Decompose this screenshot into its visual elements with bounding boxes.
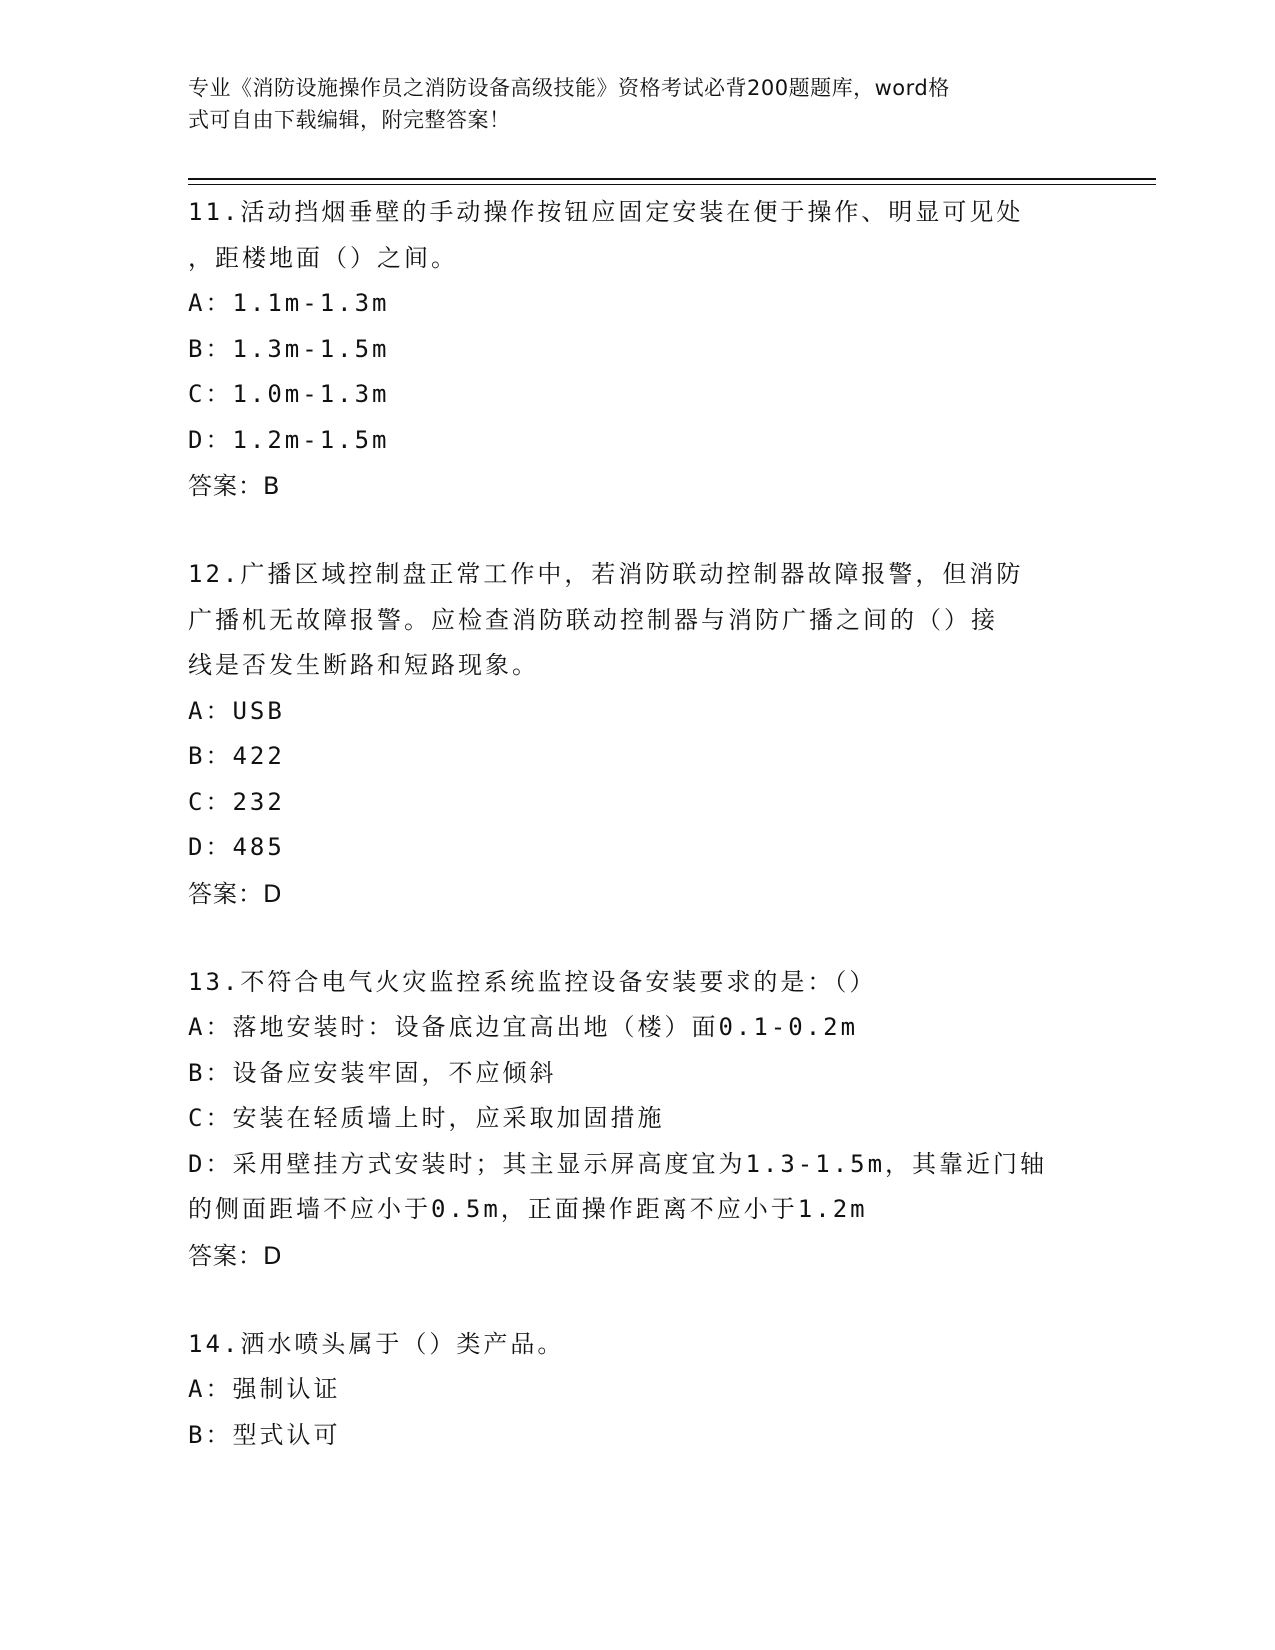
answer-label: 答案：B [188,472,281,500]
option-c: C：1.0m-1.3m [188,380,390,408]
option-b: B：422 [188,742,285,770]
header-divider-thick [188,178,1156,180]
question-stem-line: 14.洒水喷头属于（）类产品。 [188,1329,565,1358]
option-a: A：强制认证 [188,1375,341,1403]
option-d: D：1.2m-1.5m [188,425,390,454]
question-13 [188,960,1088,1279]
answer-label: 答案：D [188,879,283,908]
question-stem-line: 11.活动挡烟垂壁的手动操作按钮应固定安装在便于操作、明显可见处 [188,198,1024,226]
option-c: C：安装在轻质墙上时，应采取加固措施 [188,1104,665,1132]
header-line-1: 专业《消防设施操作员之消防设备高级技能》资格考试必背200题题库，word格 [188,76,950,100]
question-stem-line: 12.广播区域控制盘正常工作中，若消防联动控制器故障报警，但消防 [188,560,1024,588]
question-14 [188,1322,1088,1459]
option-d: D：采用壁挂方式安装时；其主显示屏高度宜为1.3-1.5m，其靠近门轴 [188,1149,1048,1178]
question-12 [188,552,1088,917]
question-spacer [188,509,1088,552]
option-a: A：1.1m-1.3m [188,289,390,317]
option-a: A：落地安装时：设备底边宜高出地（楼）面0.1-0.2m [188,1013,859,1041]
option-c: C：232 [188,787,285,816]
question-list [188,190,1088,1458]
document-header [188,72,1068,136]
question-spacer [188,917,1088,960]
question-stem-line: 线是否发生断路和短路现象。 [188,651,539,679]
option-b: B：设备应安装牢固，不应倾斜 [188,1058,557,1087]
option-b: B：型式认可 [188,1420,341,1449]
option-b: B：1.3m-1.5m [188,334,390,363]
question-spacer [188,1279,1088,1322]
header-line-2: 式可自由下载编辑，附完整答案！ [188,108,511,132]
question-stem-line: 广播机无故障报警。应检查消防联动控制器与消防广播之间的（）接 [188,605,998,634]
header-divider-thin [188,184,1156,185]
question-stem-line: 13.不符合电气火灾监控系统监控设备安装要求的是：（） [188,967,877,996]
option-d: D：485 [188,833,285,861]
option-a: A：USB [188,696,285,725]
question-11 [188,190,1088,509]
answer-label: 答案：D [188,1241,283,1270]
question-stem-line: ，距楼地面（）之间。 [188,243,458,272]
option-d-continued: 的侧面距墙不应小于0.5m，正面操作距离不应小于1.2m [188,1195,868,1223]
